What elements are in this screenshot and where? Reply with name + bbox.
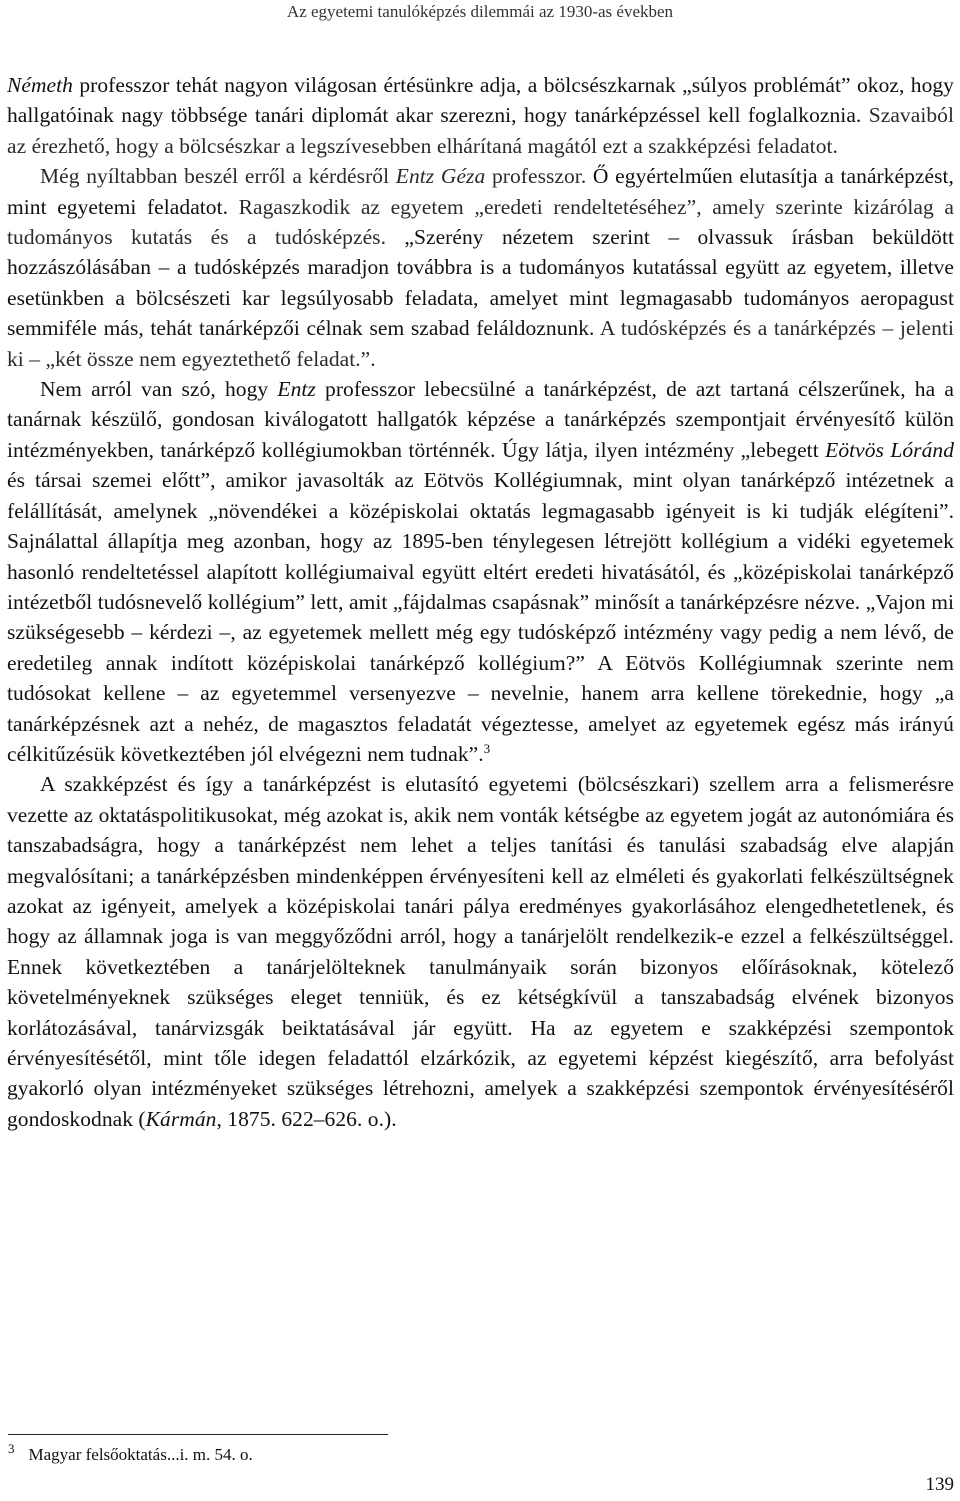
footnote: [8, 1443, 253, 1467]
main-text: [7, 70, 954, 1134]
footnote-number: 3: [8, 1441, 15, 1456]
paragraph-3: Nem arról van szó, hogy Entz professzor lebecsülné a tanárképzést, de azt tartaná célszerűnek, ha a tanárnak készülő, gondosan kiválogatott hallgatók képzése a tanárképzés szempontjait érvényesítő külön intézményekben, tanárképző kollégiumokban történnék. Úgy látja, ilyen intézmény „lebegett Eötvös Lóránd és társai szemei előtt”, amikor javasolták az Eötvös Kollégiumnak, mint olyan tanárképző intézetnek a felállítását, amelynek „növendékei a középiskolai oktatás legmagasabb igényeit is ki tudják elégíteni”. Sajnálattal állapítja meg azonban, hogy az 1895-ben ténylegesen létrejött kollégium a vidéki egyetemek hasonló rendeltetéssel alapított kollégiumaival együtt eltért eredeti hivatásától, és „középiskolai tanárképző intézetből tudósnevelő kollégium” lett, amit „fájdalmas csapásnak” minősít a tanárképzésre nézve. „Vajon mi szükségesebb – kérdezi –, az egyetemek mellett még egy tudósképző intézmény vagy pedig a nem lévő, de eredetileg annak indított középiskolai tanárképző kollégium?” A Eötvös Kollégiumnak szerinte nem tudósokat kellene – az egyetemmel versenyezve – nevelnie, hanem arra kellene törekednie, hogy „a tanárképzésnek azt a nehéz, de magasztos feladatát végeztesse, amelyet az egyetemek egész más irányú célkitűzésük következtében jól elvégezni nem tudnak”.$^3$: [7, 377, 954, 766]
author-name-entz-geza: Entz Géza: [395, 164, 486, 189]
author-name-entz: Entz: [277, 377, 316, 402]
running-title: Az egyetemi tanulóképzés dilemmái az 1930-as években: [286, 2, 674, 21]
footnote-reference[interactable]: 3: [483, 740, 491, 756]
page-number: 139: [925, 1474, 954, 1495]
paragraph-4: A szakképzést és így a tanárképzést is elutasító egyetemi (bölcsészkari) szellem arra a felismerésre vezette az oktatáspolitikusokat, még azokat is, akik nem vonták kétségbe az egyetem jogát az autonómiára és tanszabadságra, hogy a tanárképzést nem lehet a teljes tanítási és tanulási szabadság elve alapján megvalósítani; a tanárképzésben mindenképpen érvényesíteni kell az elméleti és gyakorlati felkészültségnek azokat az igényeit, amelyek a középiskolai tanári pálya eredményes gyakorlásához elengedhetetlenek, és hogy az államnak joga is van meggyőződni arról, hogy a tanárjelölt rendelkezik-e ezzel a felkészültséggel. Ennek következtében a tanárjelölteknek tanulmányaik során bizonyos előírásoknak, kötelező követelményeknek szükséges eleget tenniük, és ez kétségkívül a tanszabadság elvének bizonyos korlátozásával, tanárvizsgák beiktatásával jár együtt. Ha az egyetem e szakképzési szempontok érvényesítésétől, mint tőle idegen feladattól elzárkózik, az egyetemi képzést kiegészítő, arra befolyást gyakorló olyan intézményeket szükséges létrehozni, amelyek a szakképzési szempontok érvényesítéséről gondoskodnak (Kármán, 1875. 622–626. o.).: [7, 772, 954, 1131]
paragraph-1: Németh professzor tehát nagyon világosan értésünkre adja, a bölcsészkarnak „súlyos problémát” okoz, hogy hallgatóinak nagy többsége tanári diplomát akar szerezni, hogy tanárképzéssel kell foglalkoznia. Szavaiból az érezhető, hogy a bölcsészkar a legszívesebben elhárítaná magától ezt a szakképzési feladatot.: [7, 73, 954, 158]
author-name-nemeth: Németh: [7, 73, 73, 97]
footnote-text: Magyar felsőoktatás...i. m. 54. o.: [28, 1445, 253, 1464]
footnote-divider: [8, 1434, 388, 1435]
paragraph-2: Még nyíltabban beszél erről a kérdésről Entz Géza professzor. Ő egyértelműen elutasítja a tanárképzést, mint egyetemi feladatot. Ragaszkodik az egyetem „eredeti rendeltetéséhez”, amely szerinte kizárólag a tudományos kutatás és a tudósképzés. „Szerény nézetem szerint – olvassuk írásban beküldött hozzászólásában – a tudósképzés maradjon továbbra is a tudományos kutatással együtt az egyetem, illetve esetünkben a bölcsészeti kar legsúlyosabb feladata, amelyet mint legmagasabb tudományos aeropagust semmiféle más, tehát tanárképzői célnak sem szabad feláldoznunk. A tudósképzés és a tanárképzés – jelenti ki – „két össze nem egyeztethető feladat.”.: [7, 164, 954, 371]
person-name-eotvos: Eötvös Lóránd: [825, 437, 954, 462]
author-name-karman: Kármán: [145, 1106, 217, 1131]
